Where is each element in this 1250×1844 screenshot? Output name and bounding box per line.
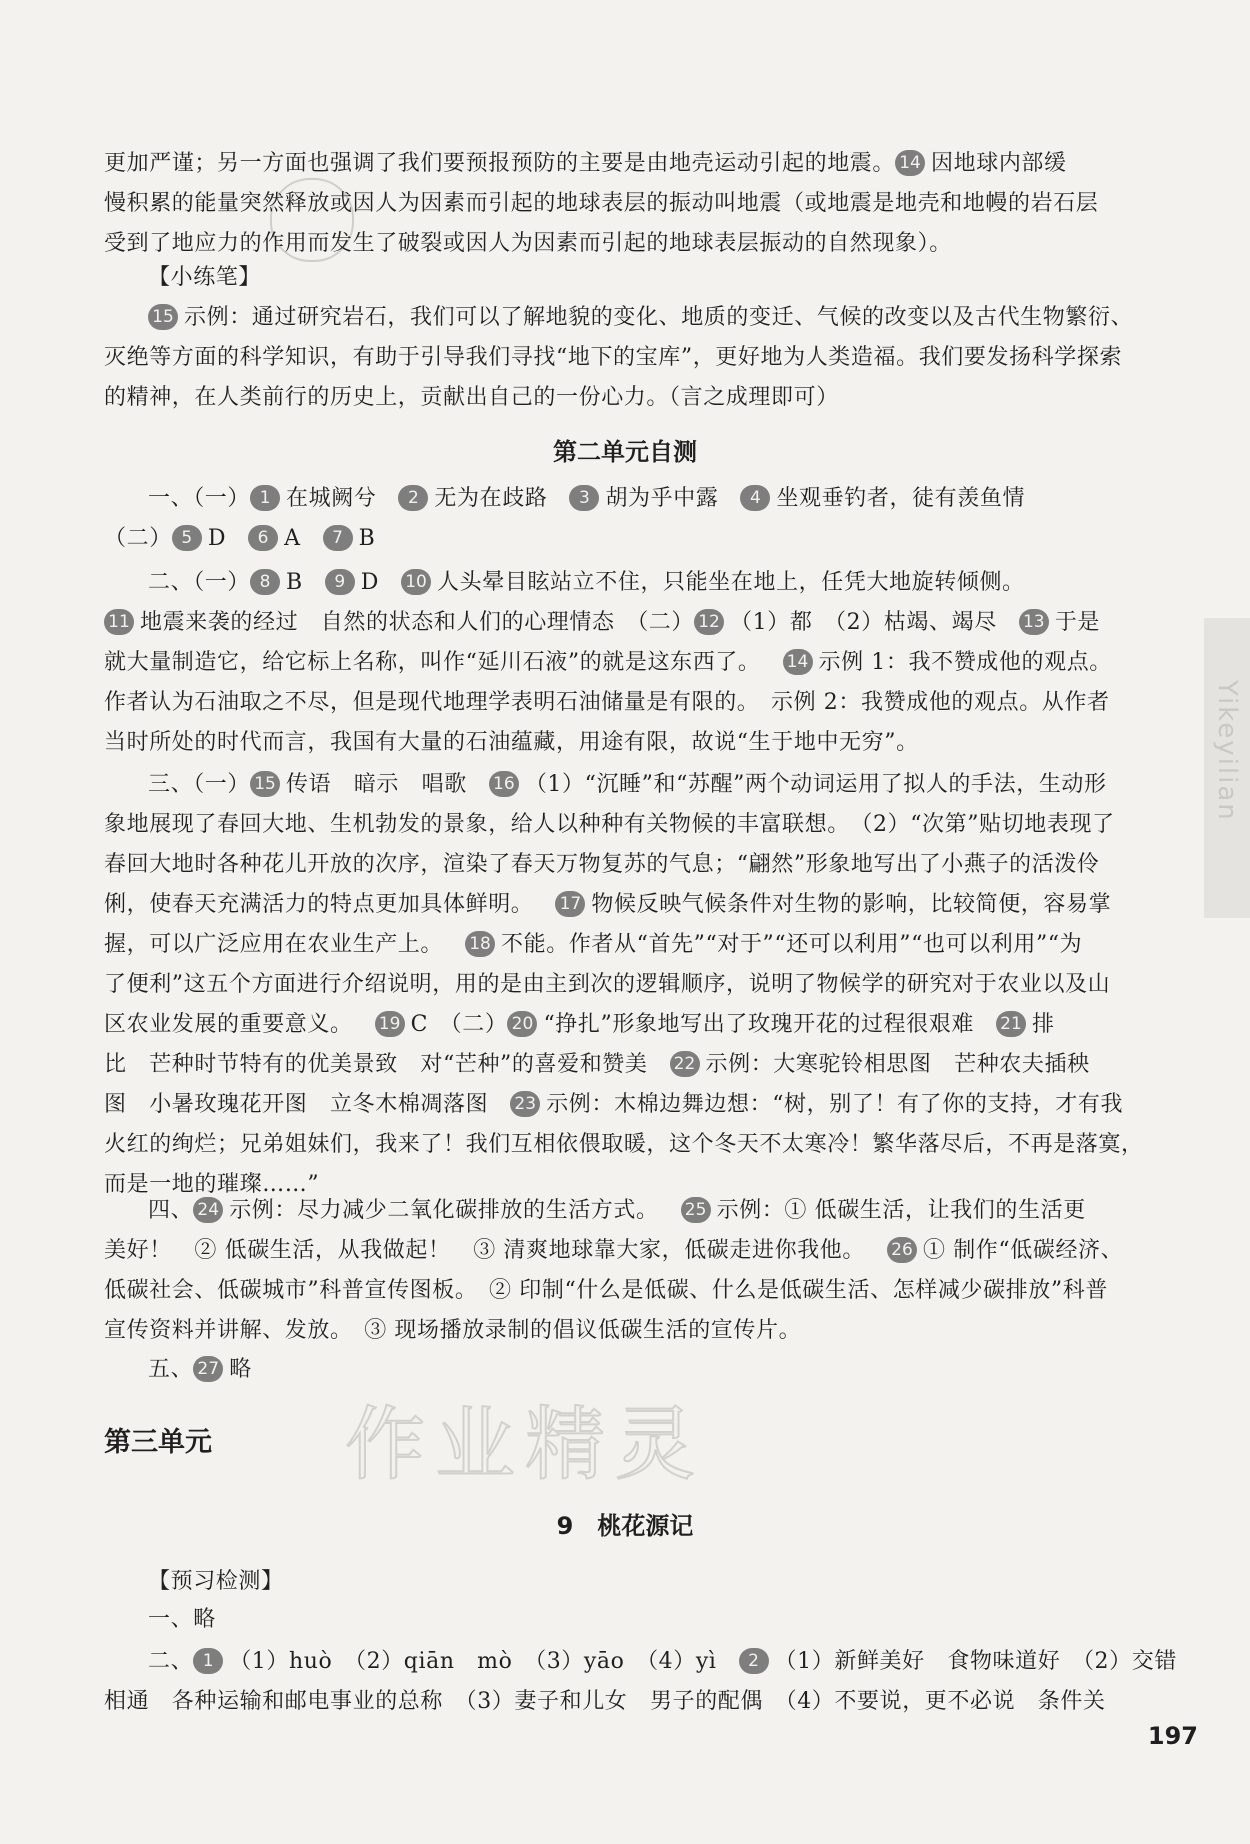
answer-text: 区农业发展的重要意义。 — [104, 1012, 353, 1037]
answer-text: 握，可以广泛应用在农业生产上。 — [104, 932, 444, 957]
answer-text: 四、 — [148, 1198, 194, 1223]
question-number-badge: 22 — [670, 1051, 700, 1077]
text-line — [104, 184, 1200, 224]
answer-text: 排 — [1031, 1012, 1055, 1037]
answer-text: 美好！ ② 低碳生活，从我做起！ ③ 清爽地球靠大家，低碳走进你我他。 — [104, 1238, 865, 1263]
answer-text: 示例：大寒驼铃相思图 芒种农夫插秧 — [705, 1052, 1090, 1077]
text-line — [104, 298, 1200, 338]
practice-label: 【小练笔】 — [148, 265, 262, 290]
text-line — [104, 805, 1200, 845]
answer-text: 灭绝等方面的科学知识，有助于引导我们寻找“地下的宝库”，更好地为人类造福。我们要发扬科学探索 — [104, 345, 1123, 370]
text-line — [104, 1045, 1200, 1085]
answer-text: （二） — [104, 526, 172, 551]
question-number-badge: 19 — [375, 1011, 405, 1037]
answer-text: 春回大地时各种花儿开放的次序，渲染了春天万物复苏的气息；“翩然”形象地写出了小燕子的活泼伶 — [104, 852, 1100, 877]
question-number-badge: 18 — [465, 931, 495, 957]
question-number-badge: 20 — [507, 1011, 537, 1037]
text-line — [104, 1191, 1200, 1231]
preview-label: 【预习检测】 — [148, 1569, 284, 1594]
answer-text: 坐观垂钓者，徒有羡鱼情 — [776, 486, 1026, 511]
answer-text: 就大量制造它，给它标上名称，叫作“延川石液”的就是这东西了。 — [104, 650, 761, 675]
answer-text: （1）新鲜美好 食物味道好 （2）交错 — [774, 1649, 1177, 1674]
answer-text: 示例：尽力减少二氧化碳排放的生活方式。 — [229, 1198, 659, 1223]
answer-text: 低碳社会、低碳城市”科普宣传图板。 ② 印制“什么是低碳、什么是低碳生活、怎样减少碳排放”科普 — [104, 1278, 1108, 1303]
text-line — [104, 1005, 1200, 1045]
text-line — [104, 338, 1200, 378]
text-line — [104, 144, 1200, 184]
answer-text: 示例：① 低碳生活，让我们的生活更 — [716, 1198, 1086, 1223]
question-number-badge: 2 — [398, 485, 428, 511]
answer-text: 了便利”这五个方面进行介绍说明，用的是由主到次的逻辑顺序，说明了物候学的研究对于农业以及山 — [104, 972, 1111, 997]
question-number-badge: 24 — [193, 1197, 223, 1223]
answer-text: 宣传资料并讲解、发放。 ③ 现场播放录制的倡议低碳生活的宣传片。 — [104, 1318, 802, 1343]
question-number-badge: 25 — [681, 1197, 711, 1223]
text-line — [104, 563, 1200, 603]
answer-text: 二、 — [148, 1649, 194, 1674]
watermark-text: 作业精灵 — [345, 1398, 705, 1491]
answer-text: 因地球内部缓 — [931, 151, 1067, 176]
text-line — [104, 1125, 1200, 1165]
answer-text: B — [358, 526, 376, 551]
question-number-badge: 14 — [783, 649, 813, 675]
text-line — [104, 925, 1200, 965]
answer-text: 象地展现了春回大地、生机勃发的景象，给人以种种有关物候的丰富联想。 （2）“次第”贴切地表现了 — [104, 812, 1115, 837]
question-number-badge: 16 — [489, 771, 519, 797]
question-number-badge: 6 — [248, 525, 278, 551]
question-number-badge: 10 — [401, 569, 431, 595]
section2 — [104, 563, 1200, 763]
text-line — [104, 1682, 1200, 1722]
answer-text: 而是一地的璀璨……” — [104, 1172, 320, 1197]
text-line — [104, 1085, 1200, 1125]
text-line — [104, 723, 1200, 763]
answer-text: “挣扎”形象地写出了玫瑰开花的过程很艰难 — [543, 1012, 974, 1037]
side-watermark: Yikeyilian — [1212, 680, 1242, 822]
answer-text: 示例 1：我不赞成他的观点。 — [818, 650, 1112, 675]
text-line — [104, 845, 1200, 885]
preview-item-1: 一、略 — [148, 1607, 216, 1632]
answer-text: 示例：通过研究岩石，我们可以了解地貌的变化、地质的变迁、气候的改变以及古代生物繁衍、 — [184, 305, 1134, 330]
question-number-badge: 8 — [250, 569, 280, 595]
unit2-test-title: 第二单元自测 — [553, 438, 697, 466]
question-number-badge: 15 — [250, 771, 280, 797]
answer-text: 慢积累的能量突然释放或因人为因素而引起的地球表层的振动叫地震（或地震是地壳和地幔的岩石层 — [104, 191, 1099, 216]
preview-section-2 — [104, 1642, 1200, 1722]
section3 — [104, 765, 1200, 1205]
text-line — [104, 603, 1200, 643]
question-number-badge: 7 — [323, 525, 353, 551]
answer-text: 不能。作者从“首先”“对于”“还可以利用”“也可以利用”“为 — [501, 932, 1083, 957]
answer-text: 五、 — [148, 1357, 194, 1382]
section1 — [104, 479, 1200, 559]
question-number-badge: 14 — [895, 150, 925, 176]
text-line — [104, 885, 1200, 925]
answer-text: 无为在歧路 — [434, 486, 548, 511]
answer-text: 地震来袭的经过 自然的状态和人们的心理情态 （二） — [140, 610, 695, 635]
text-line — [104, 965, 1200, 1005]
answer-text: 俐，使春天充满活力的特点更加具体鲜明。 — [104, 892, 534, 917]
question-number-badge: 3 — [569, 485, 599, 511]
question-number-badge: 12 — [694, 609, 724, 635]
answer-text: 的精神，在人类前行的历史上，贡献出自己的一份心力。（言之成理即可） — [104, 385, 839, 410]
answer-text: 三、（一） — [148, 772, 251, 797]
answer-text: 更加严谨；另一方面也强调了我们要预报预防的主要是由地壳运动引起的地震。 — [104, 151, 896, 176]
answer-text: 二、（一） — [148, 570, 251, 595]
answer-text: 火红的绚烂；兄弟姐妹们，我来了！我们互相依偎取暖，这个冬天不太寒冷！繁华落尽后，不再是落寞， — [104, 1132, 1144, 1157]
answer-text: 物候反映气候条件对生物的影响，比较简便，容易掌 — [591, 892, 1112, 917]
answer-text: D — [207, 526, 227, 551]
question-number-badge: 21 — [996, 1011, 1026, 1037]
answer-text: 作者认为石油取之不尽，但是现代地理学表明石油储量是有限的。 示例 2：我赞成他的观点。从作者 — [104, 690, 1110, 715]
answer-text: 一、（一） — [148, 486, 251, 511]
answer-text: ① 制作“低碳经济、 — [923, 1238, 1124, 1263]
page-number: 197 — [1147, 1722, 1198, 1750]
answer-text: 当时所处的时代而言，我国有大量的石油蕴藏，用途有限，故说“生于地中无穷”。 — [104, 730, 919, 755]
text-line — [104, 1231, 1200, 1271]
answer-text: 在城阙兮 — [286, 486, 377, 511]
answer-text: 图 小暑玫瑰花开图 立冬木棉凋落图 — [104, 1092, 489, 1117]
text-line — [104, 519, 1200, 559]
answer-text: （1）都 （2）枯竭、竭尽 — [730, 610, 997, 635]
practice-paragraph — [104, 298, 1200, 418]
question-number-badge: 27 — [193, 1356, 223, 1382]
answer-text: A — [284, 526, 301, 551]
answer-text: 比 芒种时节特有的优美景致 对“芒种”的喜爱和赞美 — [104, 1052, 648, 1077]
answer-text: 相通 各种运输和邮电事业的总称 （3）妻子和儿女 男子的配偶 （4）不要说，更不必说 条件关 — [104, 1689, 1106, 1714]
answer-text: （1）huò （2）qiān mò （3）yāo （4）yì — [229, 1649, 717, 1674]
unit3-title: 第三单元 — [104, 1427, 212, 1458]
answer-text: 受到了地应力的作用而发生了破裂或因人为因素而引起的地球表层振动的自然现象）。 — [104, 231, 952, 256]
answer-text: 示例：木棉边舞边想：“树，别了！有了你的支持，才有我 — [546, 1092, 1124, 1117]
section4 — [104, 1191, 1200, 1351]
question-number-badge: 2 — [739, 1648, 769, 1674]
lesson-title: 9 桃花源记 — [556, 1512, 694, 1540]
answer-text: B — [286, 570, 303, 595]
answer-text: 传语 暗示 唱歌 — [286, 772, 467, 797]
question-number-badge: 4 — [740, 485, 770, 511]
question-number-badge: 1 — [250, 485, 280, 511]
question-number-badge: 5 — [172, 525, 202, 551]
text-line — [104, 479, 1200, 519]
answer-text: 胡为乎中露 — [605, 486, 719, 511]
text-line — [104, 643, 1200, 683]
answer-text: 略 — [229, 1357, 252, 1382]
intro-paragraph — [104, 144, 1200, 264]
answer-text: 于是 — [1054, 610, 1101, 635]
text-line — [104, 1311, 1200, 1351]
question-number-badge: 17 — [555, 891, 585, 917]
question-number-badge: 9 — [325, 569, 355, 595]
question-number-badge: 11 — [104, 609, 134, 635]
text-line — [104, 683, 1200, 723]
answer-text: 人头晕目眩站立不住，只能坐在地上，任凭大地旋转倾侧。 — [437, 570, 1025, 595]
answer-text: （1）“沉睡”和“苏醒”两个动词运用了拟人的手法，生动形 — [524, 772, 1107, 797]
question-number-badge: 26 — [887, 1237, 917, 1263]
text-line — [104, 378, 1200, 418]
question-number-badge: 13 — [1019, 609, 1049, 635]
question-number-badge: 1 — [193, 1648, 223, 1674]
text-line — [104, 1271, 1200, 1311]
text-line — [104, 765, 1200, 805]
question-number-badge: 15 — [148, 304, 178, 330]
answer-text: C （二） — [410, 1012, 508, 1037]
question-number-badge: 23 — [510, 1091, 540, 1117]
answer-text: D — [360, 570, 380, 595]
text-line — [104, 1642, 1200, 1682]
